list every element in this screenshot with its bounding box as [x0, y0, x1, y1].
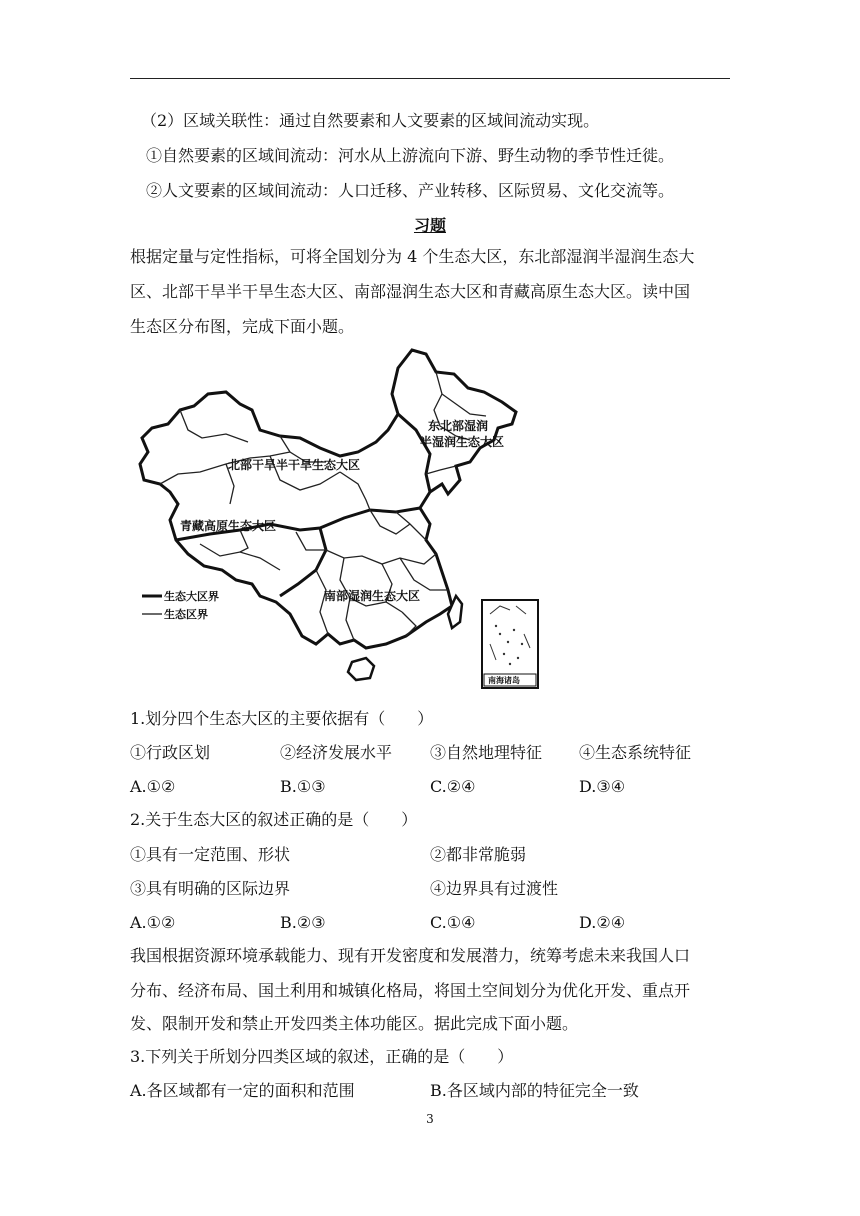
section-title: 习题 — [413, 216, 446, 235]
intro-human-flow: ②人文要素的区域间流动：人口迁移、产业转移、区际贸易、文化交流等。 — [146, 181, 675, 200]
q2-item: ④边界具有过渡性 — [430, 879, 559, 898]
q1-option-c[interactable]: C.②④ — [430, 777, 476, 796]
passage2-line: 发、限制开发和禁止开发四类主体功能区。据此完成下面小题。 — [130, 1014, 579, 1033]
q2-item: ③具有明确的区际边界 — [130, 879, 291, 898]
china-ecoregion-map — [130, 344, 550, 694]
q1-option-b[interactable]: B.①③ — [280, 777, 326, 796]
q1-item: ④生态系统特征 — [579, 743, 692, 762]
q1-stem: 1.划分四个生态大区的主要依据有（ ） — [130, 709, 434, 728]
q2-item: ①具有一定范围、形状 — [130, 845, 291, 864]
legend-major-boundary: 生态大区界 — [164, 590, 219, 603]
q2-option-a[interactable]: A.①② — [130, 913, 176, 932]
q3-option-a[interactable]: A.各区域都有一定的面积和范围 — [130, 1081, 355, 1100]
passage1-line: 区、北部干旱半干旱生态大区、南部湿润生态大区和青藏高原生态大区。读中国 — [130, 282, 691, 301]
passage1-line: 生态区分布图，完成下面小题。 — [130, 317, 355, 336]
inset-label: 南海诸岛 — [488, 676, 520, 685]
label-south-region: 南部湿润生态大区 — [324, 589, 421, 603]
q2-option-d[interactable]: D.②④ — [579, 913, 626, 932]
header-rule — [130, 78, 730, 79]
label-northeast-line2: 半湿润生态大区 — [420, 435, 505, 449]
q2-option-b[interactable]: B.②③ — [280, 913, 326, 932]
label-northeast-line1: 东北部湿润 — [428, 419, 489, 433]
page-number: 3 — [426, 1112, 434, 1126]
map-legend — [142, 589, 219, 621]
q1-option-a[interactable]: A.①② — [130, 777, 176, 796]
q3-option-b[interactable]: B.各区域内部的特征完全一致 — [430, 1081, 639, 1100]
south-china-sea-inset — [482, 600, 538, 688]
q3-stem: 3.下列关于所划分四类区域的叙述，正确的是（ ） — [130, 1047, 514, 1066]
passage2-line: 分布、经济布局、国土利用和城镇化格局，将国土空间划分为优化开发、重点开 — [130, 981, 691, 1000]
passage2-line: 我国根据资源环境承载能力、现有开发密度和发展潜力，统筹考虑未来我国人口 — [130, 946, 691, 965]
intro-natural-flow: ①自然要素的区域间流动：河水从上游流向下游、野生动物的季节性迁徙。 — [146, 146, 675, 165]
hainan-island — [348, 658, 374, 680]
intro-point2: （2）区域关联性：通过自然要素和人文要素的区域间流动实现。 — [141, 111, 600, 130]
label-north-region: 北部干旱半干旱生态大区 — [228, 458, 361, 472]
q2-option-c[interactable]: C.①④ — [430, 913, 476, 932]
passage1-line: 根据定量与定性指标，可将全国划分为 4 个生态大区，东北部湿润半湿润生态大 — [130, 247, 695, 266]
q1-item: ③自然地理特征 — [430, 743, 543, 762]
legend-minor-boundary: 生态区界 — [164, 608, 208, 621]
q2-item: ②都非常脆弱 — [430, 845, 527, 864]
q2-stem: 2.关于生态大区的叙述正确的是（ ） — [130, 810, 418, 829]
q1-option-d[interactable]: D.③④ — [579, 777, 626, 796]
label-qinghai-tibet-region: 青藏高原生态大区 — [180, 519, 277, 533]
q1-item: ②经济发展水平 — [280, 743, 393, 762]
q1-item: ①行政区划 — [130, 743, 211, 762]
